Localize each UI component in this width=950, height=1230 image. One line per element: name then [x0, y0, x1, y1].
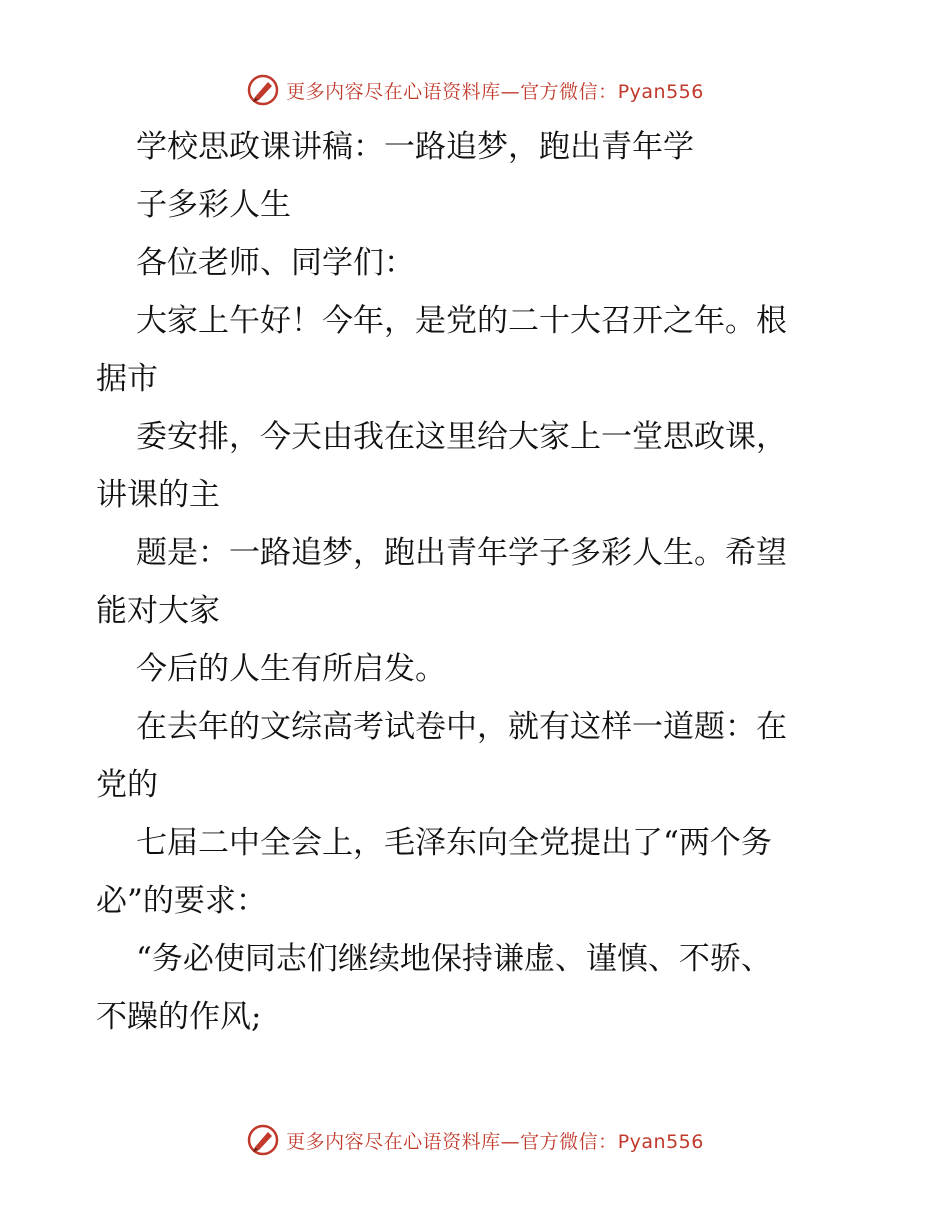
doc-line: 据市: [96, 361, 158, 397]
watermark-dash: —: [500, 1130, 521, 1153]
footer-watermark: [0, 1120, 950, 1160]
document-body: [96, 118, 856, 1046]
watermark-text: [286, 77, 704, 104]
pen-logo-icon: [246, 1123, 280, 1157]
doc-line: 今后的人生有所启发。: [136, 651, 446, 687]
doc-line: 委安排，今天由我在这里给大家上一堂思政课，: [136, 419, 787, 455]
watermark-wechat-id: Pyan556: [617, 1130, 704, 1153]
doc-line: 大家上午好！今年，是党的二十大召开之年。根: [136, 303, 787, 339]
watermark-wechat-label: 官方微信：: [520, 1130, 618, 1153]
doc-line: 题是：一路追梦，跑出青年学子多彩人生。希望: [136, 535, 787, 571]
doc-line: 子多彩人生: [136, 187, 291, 223]
doc-line: 在去年的文综高考试卷中，就有这样一道题：在: [136, 709, 787, 745]
doc-line: 能对大家: [96, 593, 220, 629]
watermark-site: 更多内容尽在心语资料库: [286, 80, 501, 103]
doc-line: “务必使同志们继续地保持谦虚、谨慎、不骄、: [136, 941, 772, 977]
watermark-wechat-id: Pyan556: [617, 80, 704, 103]
watermark-dash: —: [500, 80, 521, 103]
doc-line: 讲课的主: [96, 477, 220, 513]
doc-line: 学校思政课讲稿：一路追梦，跑出青年学: [136, 129, 694, 165]
pen-logo-icon: [246, 73, 280, 107]
header-watermark: [0, 70, 950, 110]
watermark-site: 更多内容尽在心语资料库: [286, 1130, 501, 1153]
watermark-wechat-label: 官方微信：: [520, 80, 618, 103]
doc-line: 七届二中全会上，毛泽东向全党提出了“两个务: [136, 825, 772, 861]
doc-line: 必”的要求：: [96, 883, 267, 919]
doc-line: 不躁的作风;: [96, 999, 262, 1035]
doc-line: 各位老师、同学们：: [136, 245, 415, 281]
watermark-text: [286, 1127, 704, 1154]
doc-line: 党的: [96, 767, 158, 803]
